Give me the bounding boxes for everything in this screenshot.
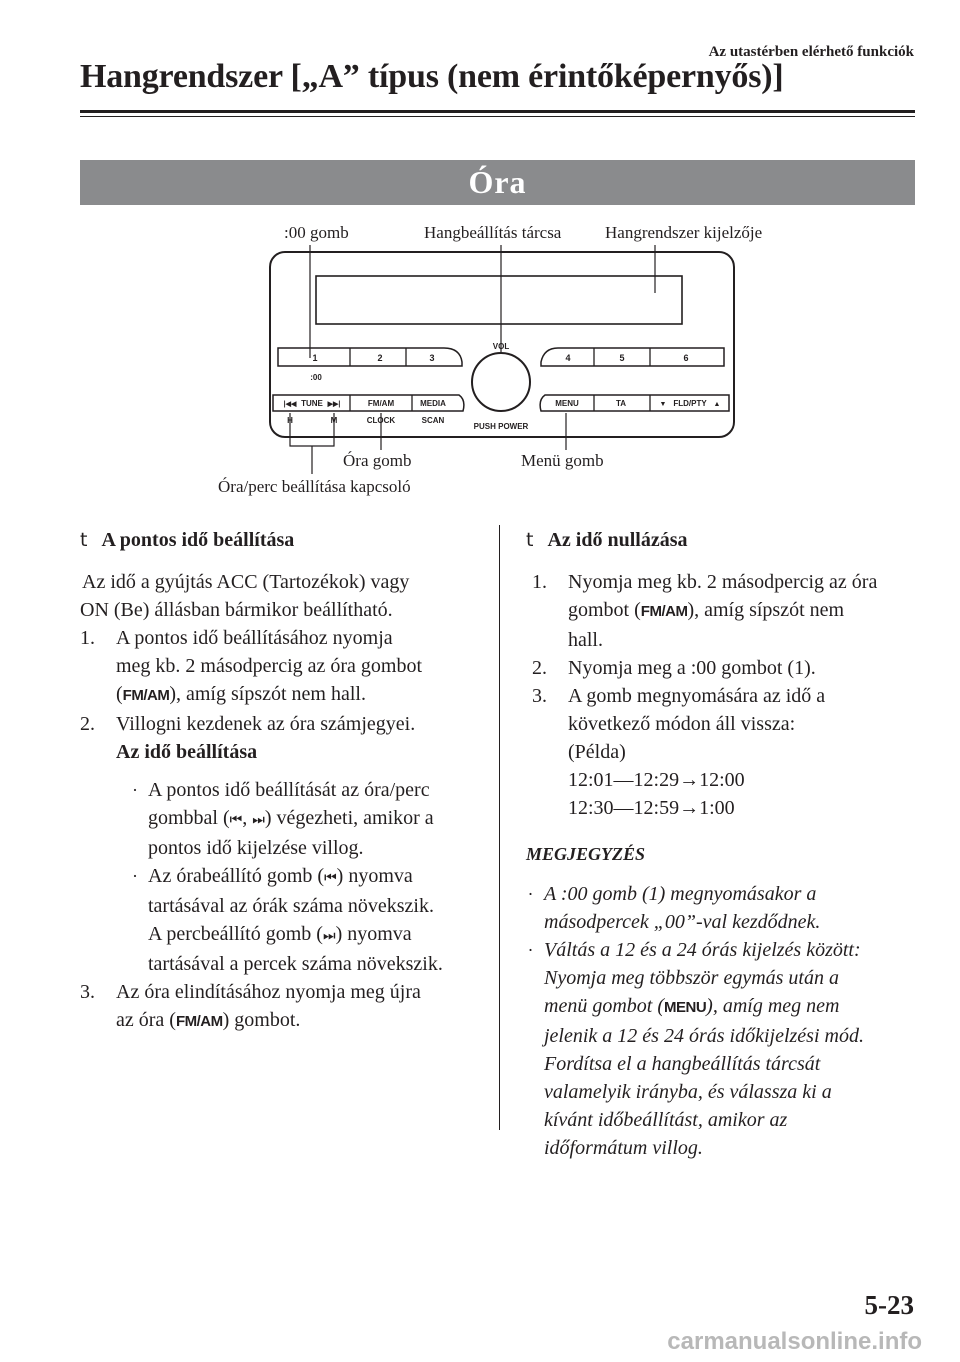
preset-4-label[interactable]: 4 (565, 353, 571, 363)
preset-6-label[interactable]: 6 (683, 353, 689, 363)
right-step-1: 1. Nyomja meg kb. 2 másodpercig az óra gombot (FM/AM), amíg sípszót nem hall. (532, 571, 878, 651)
media-button-label[interactable]: MEDIA (420, 399, 446, 408)
fld-pty-button-label[interactable]: FLD/PTY (673, 399, 707, 408)
right-step-3: 3. A gomb megnyomására az idő a következő módon áll vissza: (Példa) 12:01―12:29→12:00 12:30―12:59→1:00 (532, 685, 826, 819)
fm-am-key: FM/AM (122, 687, 170, 704)
left-bullet-2: · Az órabeállító gomb (⏮) nyomva tartásával az órák száma növekszik. A percbeállító gomb (⏭) nyomva tartásával a percek száma növekszik. (132, 865, 443, 975)
chapter-title: Az utastérben elérhető funkciók (708, 44, 914, 60)
left-heading: t A pontos idő beállítása (80, 526, 485, 554)
page-number: 5-23 (864, 1290, 914, 1320)
fm-am-key: FM/AM (640, 603, 688, 620)
callout-hour-minute-switch: Óra/perc beállítása kapcsoló (218, 477, 411, 496)
left-step-3: 3. Az óra elindításához nyomja meg újra az óra (FM/AM) gombot. (80, 981, 421, 1031)
m-label: M (330, 416, 338, 425)
right-column (526, 526, 926, 1162)
callout-audio-dial: Hangbeállítás tárcsa (424, 223, 562, 242)
menu-key: MENU (663, 999, 707, 1016)
callout-menu-button: Menü gomb (521, 451, 604, 470)
callout-clock-button: Óra gomb (343, 451, 412, 470)
preset-5-label[interactable]: 5 (619, 353, 625, 363)
note-bullet-2: · Váltás a 12 és a 24 órás kijelzés között: Nyomja meg többször egymás után a menü gombot (MENU), amíg meg nem jelenik a 12 és 24 órás időkijelzési mód. Fordítsa el a hangbeállítás tárcsát valamelyik irányba, és válassza ki a kívánt időbeállítást, amikor az időformátum villog. (528, 939, 864, 1159)
left-subheading: Az idő beállítása (116, 741, 258, 763)
skip-back-icon: ⏮ (229, 812, 243, 828)
left-bullet-1: · A pontos idő beállítását az óra/perc gombbal (⏮, ⏭) végezheti, amikor a pontos idő kijelzése villog. (132, 779, 434, 859)
page-title: Hangrendszer [„A” típus (nem érintőképernyős)] (80, 58, 784, 95)
down-arrow-icon: ▼ (659, 401, 667, 408)
column-divider (499, 525, 500, 1130)
left-step-1: 1. A pontos idő beállításához nyomja meg kb. 2 másodpercig az óra gombot (FM/AM), amíg sípszót nem hall. (80, 627, 423, 705)
right-step-2: 2. Nyomja meg a :00 gombot (1). (532, 657, 816, 679)
vol-label: VOL (492, 342, 510, 351)
audio-unit-diagram (0, 0, 960, 510)
h-label: H (287, 416, 293, 425)
push-power-label: PUSH POWER (473, 422, 529, 431)
note-bullet-1: · A :00 gomb (1) megnyomásakor a másodpercek „00”-val kezdődnek. (528, 883, 821, 933)
tune-button-label[interactable]: TUNE (301, 399, 323, 408)
display-window (316, 276, 682, 324)
skip-back-icon: |◀◀ (283, 401, 297, 408)
leader-hm-bracket (290, 413, 334, 446)
fm-am-button-label[interactable]: FM/AM (367, 399, 395, 408)
ta-button-label[interactable]: TA (615, 399, 627, 408)
zero-label: :00 (310, 373, 322, 382)
preset-1-label[interactable]: 1 (312, 353, 318, 363)
skip-forward-icon: ⏭ (252, 812, 265, 828)
callout-zero-button: :00 gomb (284, 223, 349, 242)
up-arrow-icon: ▲ (713, 401, 721, 408)
intro-line-2: ON (Be) állásban bármikor beállítható. (80, 599, 393, 621)
callout-audio-display: Hangrendszer kijelzője (605, 223, 763, 242)
clock-label: CLOCK (366, 416, 396, 425)
section-marker-icon: t (80, 529, 88, 551)
section-title: Óra (468, 164, 527, 200)
left-step-2: 2. Villogni kezdenek az óra számjegyei. (80, 713, 416, 735)
preset-2-label[interactable]: 2 (377, 353, 383, 363)
watermark: carmanualsonline.info (667, 1328, 922, 1355)
left-column (80, 526, 485, 1036)
right-heading: t Az idő nullázása (526, 526, 926, 554)
intro-line-1: Az idő a gyújtás ACC (Tartozékok) vagy (82, 571, 410, 593)
fm-am-key: FM/AM (175, 1013, 223, 1030)
note-title: MEGJEGYZÉS (526, 844, 646, 864)
scan-label: SCAN (421, 416, 445, 425)
skip-forward-icon: ▶▶| (327, 401, 341, 408)
menu-button-label[interactable]: MENU (555, 399, 579, 408)
skip-forward-icon: ⏭ (322, 928, 336, 944)
section-marker-icon: t (526, 529, 534, 551)
skip-back-icon: ⏮ (324, 870, 337, 886)
volume-dial (472, 353, 530, 411)
preset-3-label[interactable]: 3 (429, 353, 435, 363)
